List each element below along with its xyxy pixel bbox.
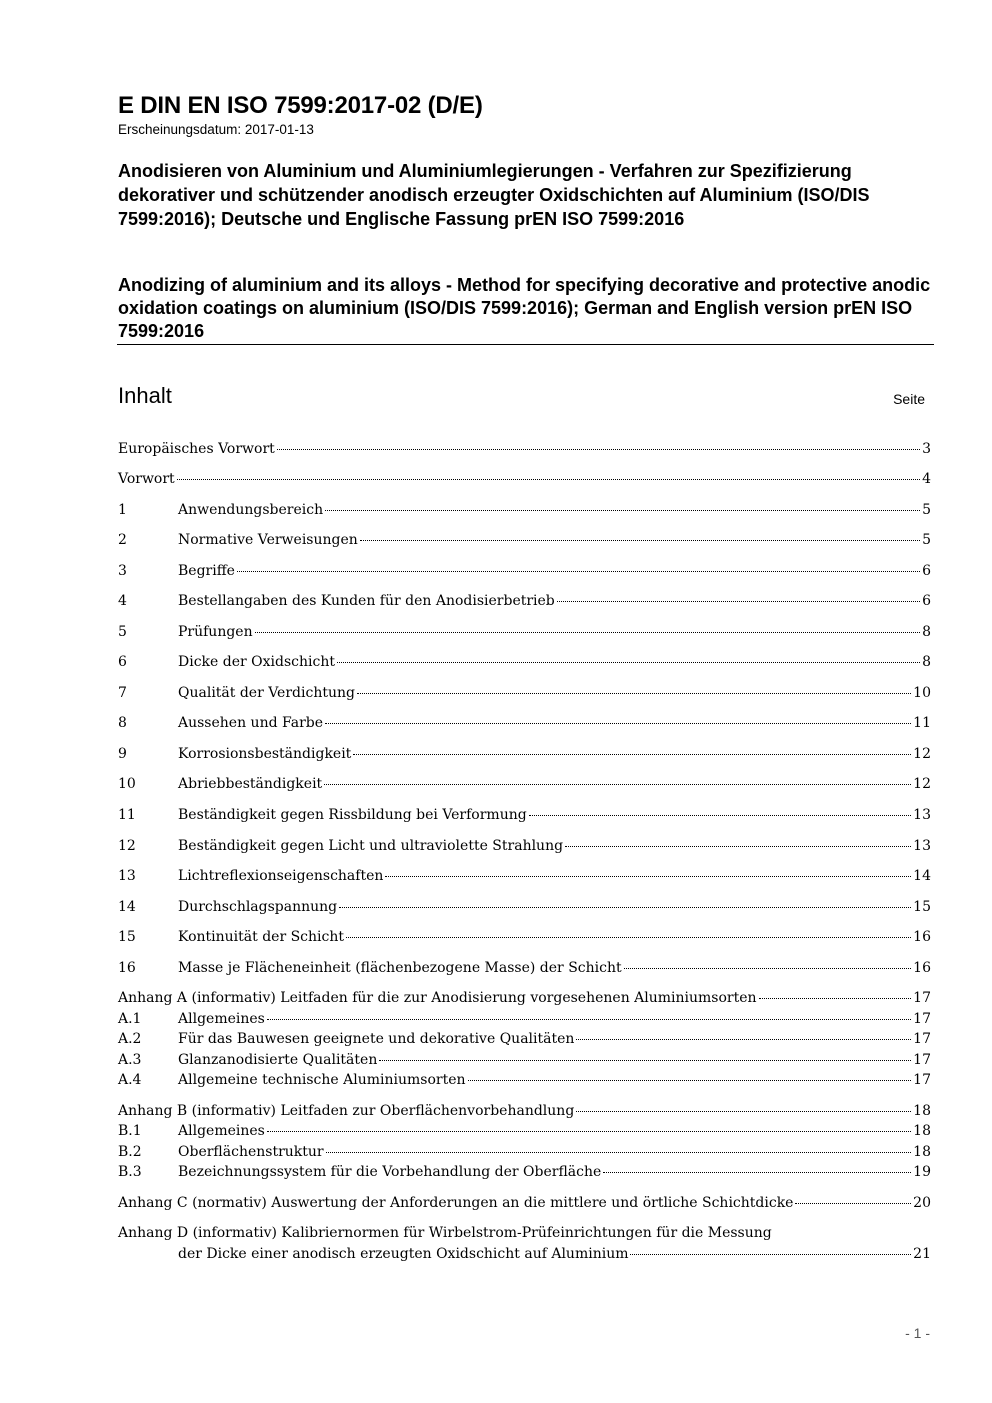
toc-entry-annex-d-line-1[interactable]: Anhang D (informativ) Kalibriernormen für Wirbelstrom-Prüfeinrichtungen für die Messung	[118, 1225, 772, 1241]
toc-entry-page: 10	[913, 685, 931, 701]
dot-leader	[468, 1080, 912, 1081]
toc-entry-number: B.3	[118, 1164, 142, 1180]
toc-entry-annex-a-1[interactable]	[118, 1011, 931, 1031]
toc-entry-text: Anhang C (normativ) Auswertung der Anforderungen an die mittlere und örtliche Schichtdicke	[118, 1195, 794, 1211]
toc-entry-page: 3	[922, 441, 931, 457]
dot-leader	[237, 571, 920, 572]
toc-entry-section-13[interactable]	[118, 868, 931, 888]
toc-entry-number: 9	[118, 746, 127, 762]
dot-leader	[277, 449, 920, 450]
toc-entry-number: A.1	[118, 1011, 142, 1027]
toc-entry-page: 18	[913, 1123, 931, 1139]
toc-entry-number: 4	[118, 593, 127, 609]
dot-leader	[255, 632, 920, 633]
toc-entry-foreword[interactable]	[118, 471, 931, 491]
toc-entry-page: 12	[913, 776, 931, 792]
toc-entry-section-16[interactable]	[118, 960, 931, 980]
toc-entry-number: 10	[118, 776, 136, 792]
toc-entry-text: Lichtreflexionseigenschaften	[178, 868, 384, 884]
toc-entry-page: 16	[913, 929, 931, 945]
toc-entry-number: A.4	[118, 1072, 142, 1088]
toc-entry-text: Europäisches Vorwort	[118, 441, 275, 457]
toc-entry-number: 16	[118, 960, 136, 976]
toc-entry-page: 20	[913, 1195, 931, 1211]
dot-leader	[337, 662, 920, 663]
toc-entry-text: Korrosionsbeständigkeit	[178, 746, 352, 762]
toc-entry-text: Oberflächenstruktur	[178, 1144, 324, 1160]
toc-entry-number: A.2	[118, 1031, 142, 1047]
toc-heading: Inhalt	[118, 383, 172, 408]
dot-leader	[379, 1060, 911, 1061]
toc-entry-page: 11	[913, 715, 931, 731]
dot-leader	[360, 540, 920, 541]
toc-entry-page: 14	[913, 868, 931, 884]
toc-entry-text: Durchschlagspannung	[178, 899, 338, 915]
toc-entry-annex-a-3[interactable]	[118, 1052, 931, 1072]
toc-entry-text: Prüfungen	[178, 624, 253, 640]
toc-entry-annex-b[interactable]	[118, 1103, 931, 1123]
toc-entry-page: 17	[913, 1072, 931, 1088]
toc-entry-section-12[interactable]	[118, 838, 931, 858]
dot-leader	[267, 1131, 911, 1132]
dot-leader	[630, 1254, 911, 1255]
toc-entry-text: Dicke der Oxidschicht	[178, 654, 335, 670]
toc-entry-text: Anhang A (informativ) Leitfaden für die zur Anodisierung vorgesehenen Aluminiumsorten	[118, 990, 757, 1006]
toc-entry-text: Bezeichnungssystem für die Vorbehandlung der Oberfläche	[178, 1164, 602, 1180]
toc-entry-page: 13	[913, 807, 931, 823]
toc-entry-number: 7	[118, 685, 127, 701]
toc-entry-section-8[interactable]	[118, 715, 931, 735]
toc-entry-annex-b-3[interactable]	[118, 1164, 931, 1184]
dot-leader	[324, 784, 911, 785]
toc-entry-page: 18	[913, 1103, 931, 1119]
toc-entry-text: Für das Bauwesen geeignete und dekorative Qualitäten	[178, 1031, 575, 1047]
toc-entry-number: 8	[118, 715, 127, 731]
toc-entry-text: Allgemeines	[178, 1011, 265, 1027]
toc-entry-section-5[interactable]	[118, 624, 931, 644]
dot-leader	[357, 693, 911, 694]
toc-entry-section-10[interactable]	[118, 776, 931, 796]
toc-entry-annex-a[interactable]	[118, 990, 931, 1010]
toc-entry-page: 5	[922, 532, 931, 548]
toc-entry-section-4[interactable]	[118, 593, 931, 613]
toc-entry-number: 3	[118, 563, 127, 579]
toc-entry-section-9[interactable]	[118, 746, 931, 766]
toc-entry-page: 4	[922, 471, 931, 487]
toc-entry-section-14[interactable]	[118, 899, 931, 919]
document-id: E DIN EN ISO 7599:2017-02 (D/E)	[118, 92, 483, 119]
dot-leader	[385, 876, 911, 877]
toc-entry-text: Glanzanodisierte Qualitäten	[178, 1052, 378, 1068]
toc-entry-text: Anhang B (informativ) Leitfaden zur Oberflächenvorbehandlung	[118, 1103, 575, 1119]
dot-leader	[267, 1019, 911, 1020]
toc-entry-page: 17	[913, 1011, 931, 1027]
toc-entry-page: 5	[922, 502, 931, 518]
toc-entry-page: 16	[913, 960, 931, 976]
toc-entry-page: 6	[922, 593, 931, 609]
toc-entry-page: 8	[922, 624, 931, 640]
toc-entry-page: 21	[913, 1246, 931, 1262]
dot-leader	[565, 846, 911, 847]
dot-leader	[624, 968, 912, 969]
dot-leader	[339, 907, 911, 908]
dot-leader	[529, 815, 911, 816]
toc-entry-page: 15	[913, 899, 931, 915]
toc-entry-page: 8	[922, 654, 931, 670]
toc-entry-text: Bestellangaben des Kunden für den Anodisierbetrieb	[178, 593, 555, 609]
toc-entry-annex-d[interactable]	[118, 1246, 931, 1266]
toc-entry-section-7[interactable]	[118, 685, 931, 705]
toc-entry-text: Abriebbeständigkeit	[178, 776, 323, 792]
toc-entry-text: der Dicke einer anodisch erzeugten Oxidschicht auf Aluminium	[178, 1246, 629, 1262]
toc-entry-text: Normative Verweisungen	[178, 532, 358, 548]
toc-entry-text: Aussehen und Farbe	[178, 715, 324, 731]
toc-entry-text: Beständigkeit gegen Licht und ultraviolette Strahlung	[178, 838, 564, 854]
toc-entry-section-11[interactable]	[118, 807, 931, 827]
dot-leader	[576, 1039, 911, 1040]
toc-entry-page: 17	[913, 1031, 931, 1047]
toc-entry-text: Beständigkeit gegen Rissbildung bei Verformung	[178, 807, 527, 823]
toc-entry-european-foreword[interactable]	[118, 441, 931, 461]
toc-entry-number: 1	[118, 502, 127, 518]
dot-leader	[326, 1152, 912, 1153]
page-number: - 1 -	[905, 1325, 930, 1341]
toc-entry-number: 2	[118, 532, 127, 548]
dot-leader	[759, 998, 912, 999]
toc-entry-annex-b-2[interactable]	[118, 1144, 931, 1164]
toc-entry-number: B.2	[118, 1144, 142, 1160]
toc-entry-page: 19	[913, 1164, 931, 1180]
dot-leader	[795, 1203, 911, 1204]
toc-entry-text: Masse je Flächeneinheit (flächenbezogene Masse) der Schicht	[178, 960, 622, 976]
toc-entry-text: Allgemeine technische Aluminiumsorten	[178, 1072, 466, 1088]
toc-entry-text: Allgemeines	[178, 1123, 265, 1139]
toc-entry-number: 6	[118, 654, 127, 670]
toc-entry-number: 11	[118, 807, 136, 823]
dot-leader	[353, 754, 911, 755]
dot-leader	[346, 937, 911, 938]
toc-entry-annex-a-4[interactable]	[118, 1072, 931, 1092]
toc-entry-number: 15	[118, 929, 136, 945]
toc-entry-text: Qualität der Verdichtung	[178, 685, 355, 701]
toc-entry-page: 17	[913, 1052, 931, 1068]
toc-entry-page: 18	[913, 1144, 931, 1160]
toc-entry-annex-a-2[interactable]	[118, 1031, 931, 1051]
toc-page-column-label: Seite	[893, 391, 925, 407]
toc-entry-section-1[interactable]	[118, 502, 931, 522]
toc-entry-section-3[interactable]	[118, 563, 931, 583]
toc-entry-text: Anwendungsbereich	[178, 502, 324, 518]
dot-leader	[557, 601, 920, 602]
toc-entry-section-15[interactable]	[118, 929, 931, 949]
publication-date: Erscheinungsdatum: 2017-01-13	[118, 122, 314, 137]
toc-entry-text: Vorwort	[118, 471, 175, 487]
toc-entry-number: B.1	[118, 1123, 142, 1139]
dot-leader	[325, 723, 911, 724]
toc-entry-section-6[interactable]	[118, 654, 931, 674]
toc-entry-page: 13	[913, 838, 931, 854]
toc-entry-number: 13	[118, 868, 136, 884]
toc-entry-section-2[interactable]	[118, 532, 931, 552]
toc-entry-text: Kontinuität der Schicht	[178, 929, 344, 945]
toc-entry-number: 14	[118, 899, 136, 915]
toc-entry-annex-b-1[interactable]	[118, 1123, 931, 1143]
dot-leader	[177, 479, 920, 480]
toc-entry-page: 6	[922, 563, 931, 579]
dot-leader	[603, 1172, 911, 1173]
toc-entry-page: 17	[913, 990, 931, 1006]
toc-entry-annex-c[interactable]	[118, 1195, 931, 1215]
toc-entry-text: Begriffe	[178, 563, 235, 579]
toc-entry-number: 12	[118, 838, 136, 854]
title-german: Anodisieren von Aluminium und Aluminiumlegierungen - Verfahren zur Spezifizierung dekorativer und schützender anodisch erzeugter Oxidschichten auf Aluminium (ISO/DIS 7599:2016); Deutsche und Englische Fassung prEN ISO 7599:2016	[118, 161, 870, 229]
title-english: Anodizing of aluminium and its alloys - Method for specifying decorative and protective anodic oxidation coatings on aluminium (ISO/DIS 7599:2016); German and English version prEN ISO 7599:2016	[118, 275, 931, 341]
toc-entry-page: 12	[913, 746, 931, 762]
title-divider	[117, 344, 934, 345]
toc-entry-number: 5	[118, 624, 127, 640]
toc-entry-number: A.3	[118, 1052, 142, 1068]
dot-leader	[325, 510, 920, 511]
dot-leader	[576, 1111, 911, 1112]
